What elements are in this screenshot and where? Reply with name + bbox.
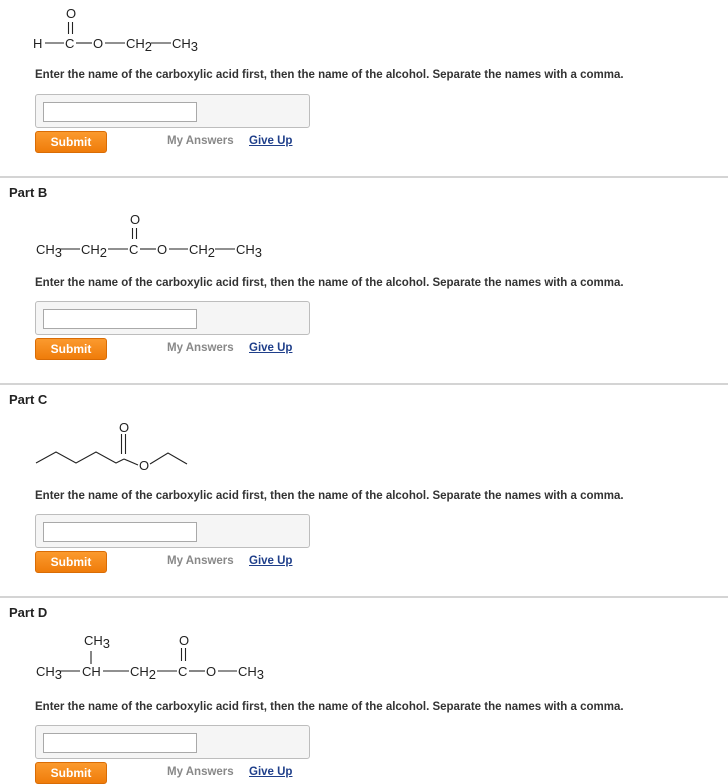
divider-c-d <box>0 596 728 598</box>
atom-o-ester: O <box>139 458 150 473</box>
group-ch2-right: CH2 <box>189 242 216 260</box>
group-ch3-right: CH3 <box>238 664 265 682</box>
group-ch3-right: CH3 <box>236 242 263 260</box>
group-ch3: CH3 <box>172 36 199 54</box>
atom-c: C <box>65 36 75 51</box>
answer-input-part-b[interactable] <box>43 309 197 329</box>
group-ch2-left: CH2 <box>81 242 108 260</box>
my-answers-part-d: My Answers <box>167 766 234 778</box>
atom-carbonyl-o: O <box>179 633 190 648</box>
atom-o-ester: O <box>157 242 168 257</box>
my-answers-part-b: My Answers <box>167 342 234 354</box>
atom-carbonyl-o: O <box>119 420 130 435</box>
instruction-part-b: Enter the name of the carboxylic acid first, then the name of the alcohol. Separate the names with a comma. <box>35 277 624 289</box>
submit-button-part-b[interactable]: Submit <box>35 338 107 360</box>
atom-c: C <box>129 242 139 257</box>
answer-input-part-c[interactable] <box>43 522 197 542</box>
answer-box-part-b <box>35 301 310 335</box>
skeletal-chain-acyl <box>36 452 124 463</box>
group-ch: CH <box>82 664 101 679</box>
group-ch2: CH2 <box>126 36 153 54</box>
answer-input-part-a[interactable] <box>43 102 197 122</box>
instruction-part-a: Enter the name of the carboxylic acid first, then the name of the alcohol. Separate the names with a comma. <box>35 69 624 81</box>
submit-button-part-c[interactable]: Submit <box>35 551 107 573</box>
instruction-part-c: Enter the name of the carboxylic acid first, then the name of the alcohol. Separate the names with a comma. <box>35 490 624 502</box>
structure-part-d <box>30 628 290 683</box>
divider-a-b <box>0 176 728 178</box>
submit-button-part-d[interactable]: Submit <box>35 762 107 784</box>
bond-c-o <box>124 459 138 465</box>
part-title-d: Part D <box>9 605 48 620</box>
my-answers-part-a: My Answers <box>167 135 234 147</box>
instruction-part-d: Enter the name of the carboxylic acid first, then the name of the alcohol. Separate the names with a comma. <box>35 701 624 713</box>
answer-box-part-d <box>35 725 310 759</box>
atom-h: H <box>33 36 43 51</box>
skeletal-chain-alkoxy <box>150 453 187 464</box>
submit-button-part-a[interactable]: Submit <box>35 131 107 153</box>
atom-o-ester: O <box>93 36 104 51</box>
answer-box-part-a <box>35 94 310 128</box>
atom-o-ester: O <box>206 664 217 679</box>
group-ch2: CH2 <box>130 664 157 682</box>
give-up-link-part-a[interactable]: Give Up <box>249 135 293 147</box>
group-ch3-left: CH3 <box>36 242 63 260</box>
answer-box-part-c <box>35 514 310 548</box>
atom-carbonyl-o: O <box>130 212 141 227</box>
give-up-link-part-c[interactable]: Give Up <box>249 555 293 567</box>
group-ch3-left: CH3 <box>36 664 63 682</box>
group-ch3-branch: CH3 <box>84 633 111 651</box>
divider-b-c <box>0 383 728 385</box>
part-title-c: Part C <box>9 392 48 407</box>
my-answers-part-c: My Answers <box>167 555 234 567</box>
structure-part-a <box>30 5 220 55</box>
atom-carbonyl-o: O <box>66 6 77 21</box>
part-title-b: Part B <box>9 185 48 200</box>
give-up-link-part-b[interactable]: Give Up <box>249 342 293 354</box>
give-up-link-part-d[interactable]: Give Up <box>249 766 293 778</box>
answer-input-part-d[interactable] <box>43 733 197 753</box>
structure-part-b <box>30 210 280 260</box>
atom-c: C <box>178 664 188 679</box>
structure-part-c <box>30 415 200 475</box>
